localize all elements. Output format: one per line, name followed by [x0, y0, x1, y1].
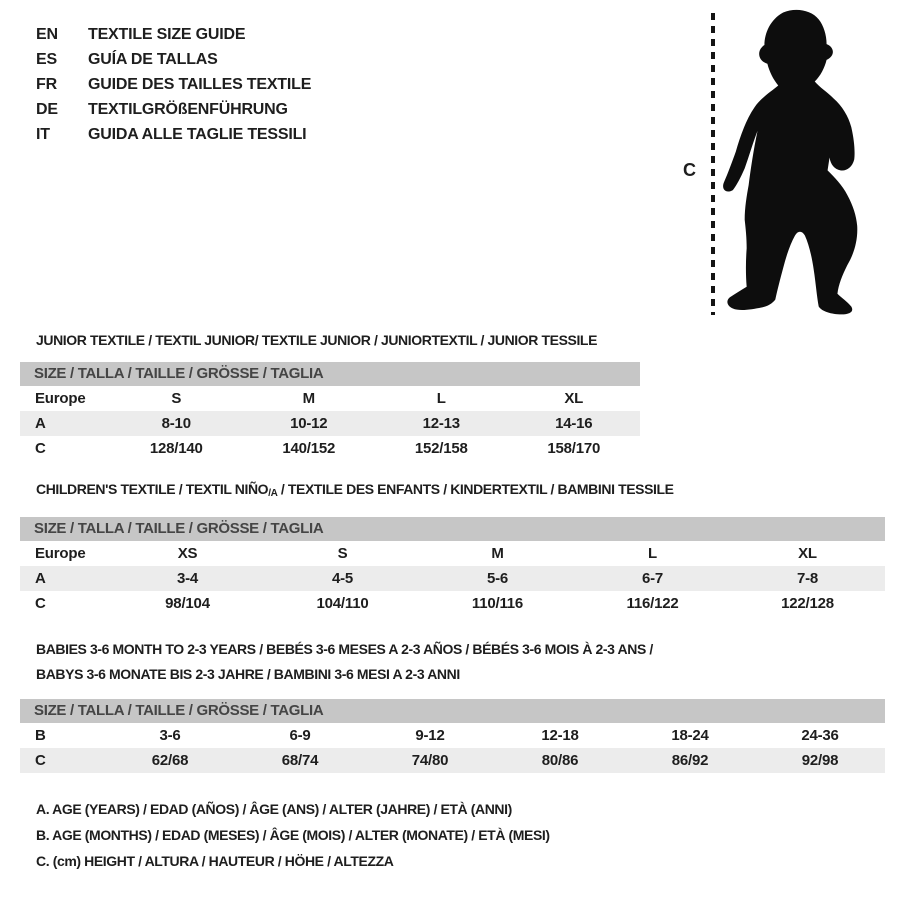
height-cell: 110/116 [471, 595, 524, 612]
age-cell: 6-7 [641, 570, 664, 587]
size-cell: S [171, 390, 182, 407]
table-row-age-months [20, 723, 885, 748]
row-label: Europe [35, 545, 86, 562]
row-label: A [35, 570, 46, 587]
children-section-title [36, 477, 674, 506]
height-cell: 98/104 [165, 595, 210, 612]
age-cell: 3-6 [159, 727, 181, 744]
height-measure-dotted-line [711, 13, 715, 315]
language-code: EN [36, 26, 58, 43]
height-cell: 74/80 [411, 752, 449, 769]
age-cell: 6-9 [289, 727, 311, 744]
height-cell: 86/92 [671, 752, 709, 769]
row-label: A [35, 415, 46, 432]
row-label: C [35, 752, 46, 769]
size-cell: S [337, 545, 348, 562]
size-header-bar: SIZE / TALLA / TAILLE / GRÖSSE / TAGLIA [20, 699, 885, 723]
row-label: C [35, 595, 46, 612]
language-row-en [36, 22, 311, 47]
height-cell: 158/170 [547, 440, 601, 457]
table-row-age-years [20, 566, 885, 591]
age-cell: 12-13 [422, 415, 460, 432]
children-size-table [20, 517, 885, 616]
table-row-age-years [20, 411, 640, 436]
size-cell: M [302, 390, 315, 407]
height-cell: 92/98 [801, 752, 839, 769]
children-title-subscript: /A [268, 488, 278, 499]
row-label: C [35, 440, 46, 457]
row-label: Europe [35, 390, 86, 407]
footnotes [36, 796, 550, 874]
size-cell: XL [798, 545, 817, 562]
height-cell: 152/158 [414, 440, 468, 457]
language-label: GUÍA DE TALLAS [88, 51, 218, 68]
size-header-bar: SIZE / TALLA / TAILLE / GRÖSSE / TAGLIA [20, 517, 885, 541]
language-row-fr [36, 72, 311, 97]
babies-title-line2: BABYS 3-6 MONATE BIS 2-3 JAHRE / BAMBINI 3-6 MESI A 2-3 ANNI [36, 666, 460, 682]
children-title-post: / TEXTILE DES ENFANTS / KINDERTEXTIL / BAMBINI TESSILE [277, 481, 674, 497]
language-code: ES [36, 51, 57, 68]
footnote-age-years: A. AGE (YEARS) / EDAD (AÑOS) / ÂGE (ANS) / ALTER (JAHRE) / ETÀ (ANNI) [36, 801, 512, 817]
size-cell: L [648, 545, 657, 562]
toddler-silhouette-image [722, 4, 870, 316]
size-cell: XL [564, 390, 584, 407]
size-header-bar: SIZE / TALLA / TAILLE / GRÖSSE / TAGLIA [20, 362, 640, 386]
height-cell: 68/74 [281, 752, 319, 769]
age-cell: 24-36 [801, 727, 839, 744]
age-cell: 9-12 [415, 727, 445, 744]
age-cell: 10-12 [290, 415, 328, 432]
height-cell: 122/128 [781, 595, 834, 612]
children-title-pre: CHILDREN'S TEXTILE / TEXTIL NIÑO [36, 481, 269, 497]
language-label: TEXTILGRÖßENFÜHRUNG [88, 101, 288, 118]
age-cell: 18-24 [671, 727, 709, 744]
age-cell: 12-18 [541, 727, 579, 744]
height-cell: 140/152 [282, 440, 336, 457]
table-row-europe [20, 386, 640, 411]
language-row-de [36, 97, 311, 122]
height-cell: 116/122 [626, 595, 679, 612]
footnote-height-cm: C. (cm) HEIGHT / ALTURA / HAUTEUR / HÖHE / ALTEZZA [36, 853, 394, 869]
size-cell: XS [177, 545, 198, 562]
age-cell: 7-8 [796, 570, 819, 587]
babies-title-line1: BABIES 3-6 MONTH TO 2-3 YEARS / BEBÉS 3-6 MESES A 2-3 AÑOS / BÉBÉS 3-6 MOIS À 2-3 ANS / [36, 641, 653, 657]
language-row-es [36, 47, 311, 72]
language-label: GUIDA ALLE TAGLIE TESSILI [88, 126, 307, 143]
language-label: TEXTILE SIZE GUIDE [88, 26, 246, 43]
babies-section-title [36, 637, 653, 687]
row-label: B [35, 727, 46, 744]
size-cell: M [491, 545, 504, 562]
table-row-height-cm [20, 591, 885, 616]
height-cell: 62/68 [151, 752, 189, 769]
age-cell: 4-5 [331, 570, 354, 587]
junior-size-table [20, 362, 640, 461]
footnote-age-months: B. AGE (MONTHS) / EDAD (MESES) / ÂGE (MOIS) / ALTER (MONATE) / ETÀ (MESI) [36, 827, 550, 843]
height-cell: 104/110 [316, 595, 369, 612]
language-code: FR [36, 76, 57, 93]
age-cell: 14-16 [555, 415, 593, 432]
table-row-europe [20, 541, 885, 566]
height-cell: 80/86 [541, 752, 579, 769]
language-code: DE [36, 101, 58, 118]
age-cell: 3-4 [176, 570, 199, 587]
language-code: IT [36, 126, 50, 143]
age-cell: 8-10 [161, 415, 191, 432]
junior-section-title: JUNIOR TEXTILE / TEXTIL JUNIOR/ TEXTILE JUNIOR / JUNIORTEXTIL / JUNIOR TESSILE [36, 332, 598, 348]
size-cell: L [436, 390, 446, 407]
table-row-height-cm [20, 748, 885, 773]
height-measure-label: C [683, 160, 696, 180]
babies-size-table [20, 699, 885, 773]
age-cell: 5-6 [486, 570, 509, 587]
table-row-height-cm [20, 436, 640, 461]
height-cell: 128/140 [149, 440, 203, 457]
language-row-it [36, 122, 311, 147]
language-guide-list [36, 22, 311, 147]
language-label: GUIDE DES TAILLES TEXTILE [88, 76, 312, 93]
